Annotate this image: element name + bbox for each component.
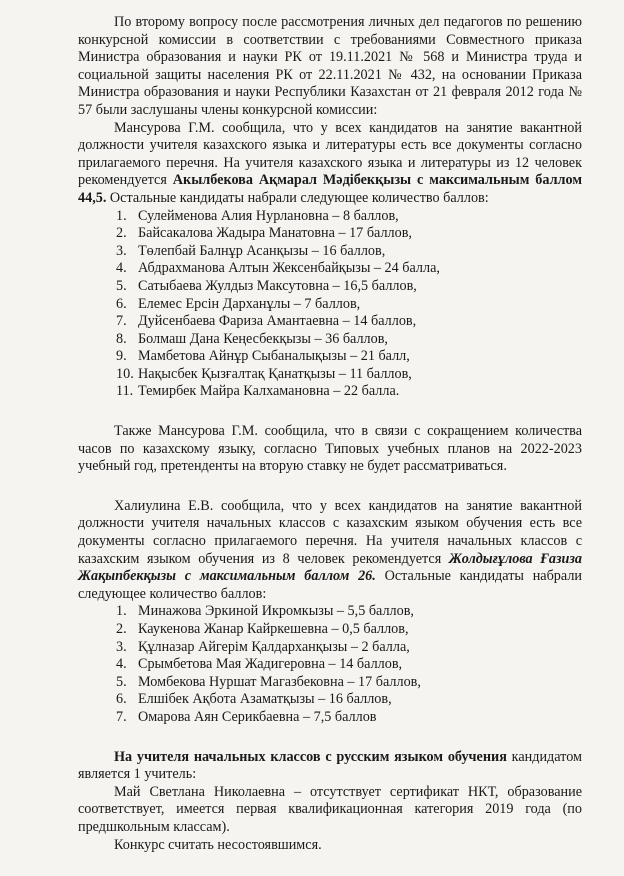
candidate-number: 7. — [116, 313, 127, 330]
candidate-item — [78, 331, 582, 349]
candidate-text: Нақысбек Қызғалтақ Қанатқызы – 11 баллов, — [138, 365, 412, 382]
candidate-item — [78, 208, 582, 226]
candidate-text: Омарова Аян Серикбаевна – 7,5 баллов — [138, 708, 377, 725]
candidate-number: 7. — [116, 708, 127, 725]
candidate-number: 2. — [116, 621, 127, 637]
candidate-item — [78, 260, 582, 278]
candidate-text: Елшібек Ақбота Азаматқызы – 16 баллов, — [138, 691, 392, 708]
candidate-text: Құлназар Айгерім Қалдарханқызы – 2 балла, — [138, 638, 410, 655]
candidate-number: 4. — [116, 656, 127, 673]
note1-paragraph: Также Мансурова Г.М. сообщила, что в связи с сокращением количества часов по казахскому языку, согласно Типовых учебных планов на 2022-2023 учебный год, претенденты на вторую ставку не будет рассматриваться. — [78, 423, 582, 475]
candidate-item — [78, 348, 582, 366]
candidate-item — [78, 639, 582, 657]
section2-lead: Халиулина Е.В. сообщила, что у всех кандидатов на занятие вакантной должности учителя начальных классов с казахским языком обучения есть все документы согласно прилагаемого перечня. На учителя начальных классов с казахским языком обучения из 8 человек рекомендуется — [78, 497, 582, 567]
candidate-text: Минажова Эркиной Икромкызы – 5,5 баллов, — [138, 603, 414, 620]
conclusion: Конкурс считать несостоявшимся. — [114, 836, 322, 853]
candidate-item — [78, 621, 582, 639]
candidate-text: Мамбетова Айнұр Сыбаналықызы – 21 балл, — [138, 348, 410, 365]
section1-winner: Акылбекова Ақмарал Мәдібекқызы с максимальным баллом 44,5. — [78, 172, 583, 206]
candidate-text: Каукенова Жанар Кайркешевна – 0,5 баллов, — [138, 621, 409, 637]
section2-candidate-list — [78, 603, 582, 726]
section2-paragraph — [78, 498, 582, 604]
candidate-item — [78, 709, 582, 727]
intro-paragraph: По второму вопросу после рассмотрения личных дел педагогов по решению конкурсной комиссии в соответствии с требованиями Совместного приказа Министра образования и науки РК от 19.11.2021 № 568 и Министра труда и социальной защиты населения РК от 22.11.2021 № 432, на основании Приказа Министра образования и науки Республики Казахстан от 21 февраля 2012 года № 57 были заслушаны члены конкурсной комиссии: — [78, 14, 582, 118]
candidate-text: Срымбетова Мая Жадигеровна – 14 баллов, — [138, 656, 403, 673]
candidate-number: 5. — [116, 277, 127, 294]
candidate-item — [78, 278, 582, 296]
section1-paragraph — [78, 120, 582, 208]
candidate-text: Абдрахманова Алтын Жексенбайқызы – 24 балла, — [138, 260, 440, 277]
candidate-text: Момбекова Нуршат Магазбековна – 17 баллов, — [138, 673, 421, 690]
candidate-text: Елемес Ерсін Дарханұлы – 7 баллов, — [138, 295, 361, 312]
candidate-item — [78, 366, 582, 384]
section3-paragraph — [78, 749, 582, 784]
candidate-number: 9. — [116, 348, 127, 365]
candidate-number: 5. — [116, 673, 127, 690]
candidate-number: 1. — [116, 603, 127, 620]
section3-heading-tail: кандидатом является 1 учитель: — [78, 748, 582, 783]
section2-winner: Жолдығұлова Ғазиза Жақыпбекқызы с максимальным баллом 26. — [78, 550, 582, 585]
candidate-text: Төлепбай Балнұр Асанқызы – 16 баллов, — [138, 242, 386, 259]
candidate-item — [78, 243, 582, 261]
section1-candidate-list — [78, 208, 582, 402]
candidate-item — [78, 225, 582, 243]
section3-heading: На учителя начальных классов с русским языком обучения — [114, 748, 507, 765]
candidate-number: 2. — [116, 225, 127, 242]
candidate-number: 8. — [116, 330, 127, 347]
candidate-item — [78, 691, 582, 709]
candidate-text: Дуйсенбаева Фариза Амантаевна – 14 баллов, — [138, 313, 417, 330]
candidate-number: 10. — [116, 365, 134, 382]
section1-lead: Мансурова Г.М. сообщила, что у всех кандидатов на занятие вакантной должности учителя казахского языка и литературы есть все документы согласно прилагаемого перечня. На учителя казахского языка и литературы из 12 человек рекомендуется — [78, 119, 582, 189]
candidate-item — [78, 656, 582, 674]
candidate-number: 1. — [116, 207, 127, 224]
candidate-text: Сатыбаева Жулдыз Максутовна – 16,5 баллов, — [138, 277, 417, 294]
candidate-item — [78, 383, 582, 401]
candidate-text: Болмаш Дана Кеңесбекқызы – 36 баллов, — [138, 330, 388, 347]
candidate-text: Темирбек Майра Калхамановна – 22 балла. — [138, 383, 400, 400]
candidate-text: Сулейменова Алия Нурлановна – 8 баллов, — [138, 207, 399, 224]
candidate-number: 6. — [116, 295, 127, 312]
candidate-number: 3. — [116, 242, 127, 259]
candidate-number: 3. — [116, 638, 127, 655]
candidate-text: Байсакалова Жадыра Манатовна – 17 баллов, — [138, 225, 412, 242]
candidate-item — [78, 296, 582, 314]
candidate-item — [78, 674, 582, 692]
section2-tail: Остальные кандидаты набрали следующее количество баллов: — [78, 568, 582, 602]
section1-tail: Остальные кандидаты набрали следующее количество баллов: — [106, 189, 489, 206]
candidate-number: 11. — [116, 383, 134, 400]
candidate-item — [78, 603, 582, 621]
candidate-number: 4. — [116, 260, 127, 277]
candidate-item — [78, 313, 582, 331]
section3-body: Май Светлана Николаевна – отсутствует сертификат НКТ, образование соответствует, имеется первая квалификационная категория 2019 года (по предшкольным классам). — [78, 783, 582, 835]
candidate-number: 6. — [116, 691, 127, 708]
